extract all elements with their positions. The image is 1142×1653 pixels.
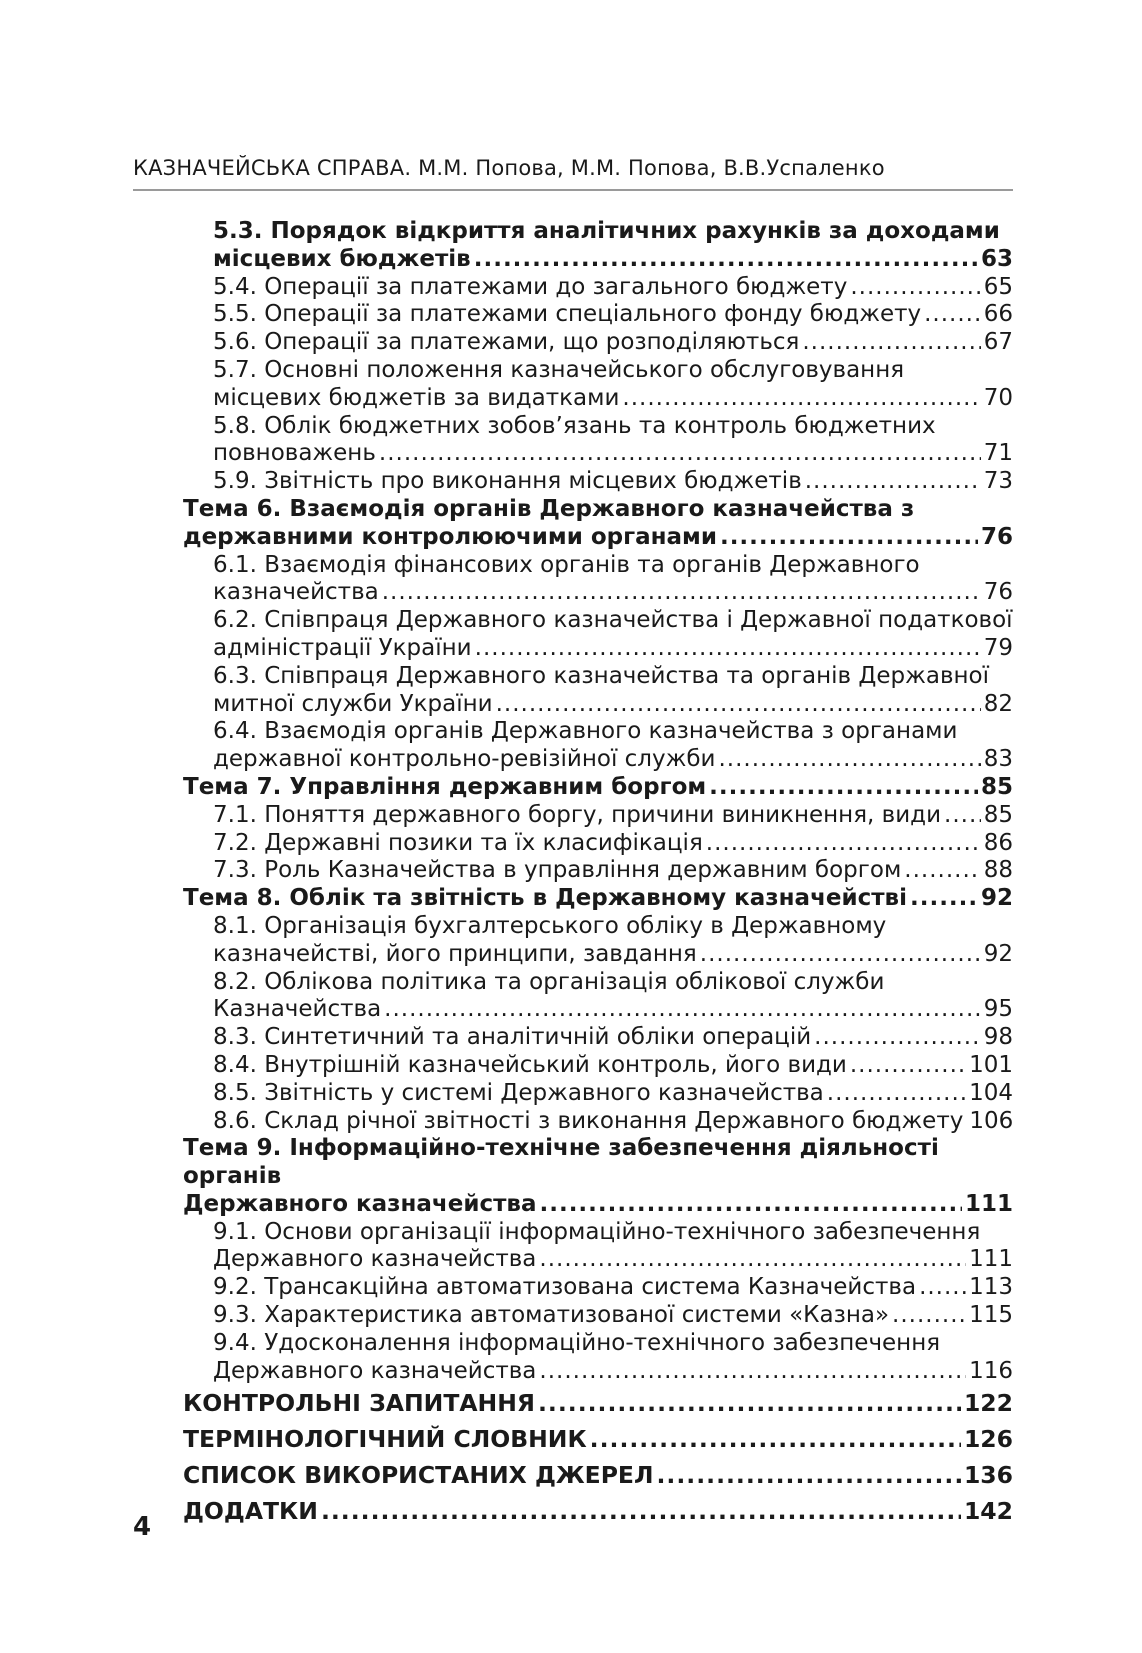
dot-leader (904, 857, 980, 885)
toc-entry (133, 301, 1013, 329)
toc-entry-title: ДОДАТКИ (183, 1497, 318, 1526)
toc-entry-title: Державного казначейства (183, 1190, 537, 1217)
toc-entry (133, 1135, 1013, 1218)
toc-entry (133, 663, 1013, 719)
dot-leader (892, 1302, 966, 1330)
dot-leader (539, 1246, 966, 1274)
toc-entry-title-line: 6.1. Взаємодія фінансових органів та органів Державного (213, 551, 920, 578)
toc-entry-title: 7.3. Роль Казначейства в управління державним боргом (213, 857, 902, 884)
toc-entry (133, 1421, 1013, 1457)
running-header: КАЗНАЧЕЙСЬКА СПРАВА. М.М. Попова, М.М. Попова, В.В.Успаленко (133, 156, 885, 180)
toc-entry-page: 71 (983, 440, 1013, 467)
toc-entry (133, 468, 1013, 496)
toc-entry (133, 1385, 1013, 1421)
toc-entry-title-line: 5.7. Основні положення казначейського обслуговування (213, 356, 905, 383)
dot-leader (657, 1457, 961, 1493)
toc-entry-title: 9.3. Характеристика автоматизованої системи «Казна» (213, 1302, 890, 1329)
toc-entry-page: 115 (969, 1302, 1013, 1329)
toc-entry-page: 82 (983, 690, 1013, 717)
toc-entry-title: Казначейства (213, 996, 382, 1023)
toc-entry-page: 142 (963, 1497, 1013, 1526)
toc-entry (133, 1302, 1013, 1330)
toc-entry-title: 8.6. Склад річної звітності з виконання Державного бюджету (213, 1107, 964, 1134)
toc-entry-page: 98 (983, 1024, 1013, 1051)
toc-entry-page: 86 (983, 829, 1013, 856)
dot-leader (590, 1421, 961, 1457)
toc-entry-page: 136 (963, 1461, 1013, 1490)
toc-entry-title: Державного казначейства (213, 1246, 537, 1273)
toc-entry-title: державними контролюючими органами (183, 523, 717, 550)
toc-entry-title-line: 5.3. Порядок відкриття аналітичних рахунків за доходами (213, 218, 1000, 244)
toc-entry-page: 85 (980, 773, 1013, 800)
toc-entry (133, 913, 1013, 969)
dot-leader (384, 996, 981, 1024)
dot-leader (805, 468, 981, 496)
toc-entry-title-line: Тема 6. Взаємодія органів Державного казначейства з (183, 495, 915, 522)
page-number: 4 (133, 1512, 152, 1542)
dot-leader (720, 524, 978, 552)
toc-entry-title: казначейства (213, 579, 379, 606)
dot-leader (814, 1024, 981, 1052)
toc-entry-title: 5.4. Операції за платежами до загального бюджету (213, 273, 848, 300)
toc-entry-page: 85 (983, 801, 1013, 828)
toc-entry (133, 802, 1013, 830)
toc-entry-page: 101 (969, 1051, 1013, 1078)
toc-entry (133, 607, 1013, 663)
dot-leader (919, 1274, 966, 1302)
toc-entry-title-line: 9.4. Удосконалення інформаційно-технічного забезпечення (213, 1329, 941, 1356)
toc-entry-page: 76 (980, 523, 1013, 550)
toc-entry-title: місцевих бюджетів (213, 245, 471, 272)
toc-entry-page: 111 (969, 1246, 1013, 1273)
toc-entry-page: 92 (983, 940, 1013, 967)
toc-entry-title-line: 6.3. Співпраця Державного казначейства та органів Державної (213, 662, 990, 689)
dot-leader (538, 1385, 961, 1421)
toc-entry-page: 65 (983, 273, 1013, 300)
toc-entry (133, 329, 1013, 357)
toc-entry-page: 106 (969, 1107, 1014, 1134)
toc-entry (133, 1108, 1013, 1136)
table-of-contents (133, 218, 1013, 1529)
toc-entry (133, 1330, 1013, 1386)
toc-entry-page: 79 (983, 634, 1013, 661)
toc-entry-title: Тема 7. Управління державним боргом (183, 773, 707, 800)
toc-entry-title: адміністрації України (213, 634, 472, 661)
dot-leader (910, 885, 978, 913)
toc-entry-title-line: 6.2. Співпраця Державного казначейства і Державної податкової (213, 607, 1013, 634)
toc-entry-title: 8.3. Синтетичний та аналітичній обліки операцій (213, 1024, 812, 1051)
toc-entry-page: 66 (983, 301, 1013, 328)
toc-entry (133, 885, 1013, 913)
dot-leader (850, 1052, 966, 1080)
toc-entry-page: 73 (983, 468, 1013, 495)
toc-entry-title-line: 6.4. Взаємодія органів Державного казначейства з органами (213, 718, 958, 745)
toc-entry-page: 67 (983, 329, 1013, 356)
toc-entry (133, 718, 1013, 774)
toc-entry-title: 5.6. Операції за платежами, що розподіляються (213, 329, 800, 356)
toc-entry-title: Державного казначейства (213, 1357, 537, 1384)
toc-entry-page: 122 (963, 1389, 1013, 1418)
toc-entry-title: 5.9. Звітність про виконання місцевих бюджетів (213, 468, 802, 495)
toc-entry-page: 83 (983, 746, 1013, 773)
toc-entry-title: 8.5. Звітність у системі Державного казначейства (213, 1079, 824, 1106)
toc-entry-title-line: 9.1. Основи організації інформаційно-технічного забезпечення (213, 1218, 981, 1245)
toc-entry (133, 1219, 1013, 1275)
toc-entry (133, 274, 1013, 302)
toc-entry-page: 113 (969, 1274, 1013, 1301)
toc-entry-title: 7.1. Поняття державного боргу, причини виникнення, види (213, 801, 942, 828)
dot-leader (944, 802, 981, 830)
toc-entry-title-line: 8.1. Організація бухгалтерського обліку в Державному (213, 912, 887, 939)
toc-entry-title: 7.2. Державні позики та їх класифікація (213, 829, 703, 856)
dot-leader (321, 1493, 961, 1529)
toc-entry-title: державної контрольно-ревізійної служби (213, 746, 716, 773)
dot-leader (379, 440, 981, 468)
toc-entry-title-line: 5.8. Облік бюджетних зобов’язань та контроль бюджетних (213, 412, 936, 439)
dot-leader (718, 746, 980, 774)
toc-entry (133, 357, 1013, 413)
toc-entry-title: 5.5. Операції за платежами спеціального фонду бюджету (213, 301, 922, 328)
dot-leader (706, 830, 981, 858)
toc-entry (133, 496, 1013, 552)
toc-entry (133, 1493, 1013, 1529)
toc-entry-title-line: Тема 9. Інформаційно-технічне забезпечення діяльності органів (183, 1135, 939, 1190)
toc-entry (133, 774, 1013, 802)
toc-entry-page: 104 (969, 1079, 1013, 1106)
toc-entry-page: 116 (969, 1357, 1013, 1384)
dot-leader (474, 246, 978, 274)
header-rule (133, 189, 1013, 191)
dot-leader (539, 1191, 962, 1219)
toc-entry-title: ТЕРМІНОЛОГІЧНИЙ СЛОВНИК (183, 1425, 587, 1454)
toc-entry-title: 9.2. Трансакційна автоматизована система Казначейства (213, 1274, 917, 1301)
toc-entry (133, 1080, 1013, 1108)
toc-entry (133, 413, 1013, 469)
dot-leader (850, 274, 980, 302)
dot-leader (539, 1358, 966, 1386)
toc-entry (133, 1274, 1013, 1302)
dot-leader (802, 329, 980, 357)
toc-entry-title: КОНТРОЛЬНІ ЗАПИТАННЯ (183, 1389, 535, 1418)
toc-entry (133, 1052, 1013, 1080)
toc-entry-title: казначействі, його принципи, завдання (213, 940, 697, 967)
toc-entry-page: 63 (980, 245, 1013, 272)
toc-entry (133, 857, 1013, 885)
toc-entry-title: Тема 8. Облік та звітність в Державному казначействі (183, 885, 907, 912)
toc-entry-page: 111 (964, 1190, 1013, 1217)
toc-entry-title: митної служби України (213, 690, 493, 717)
toc-entry-title: СПИСОК ВИКОРИСТАНИХ ДЖЕРЕЛ (183, 1461, 654, 1490)
toc-entry-title: повноважень (213, 440, 376, 467)
dot-leader (827, 1080, 966, 1108)
toc-entry-page: 126 (963, 1425, 1013, 1454)
toc-entry-title: 8.4. Внутрішній казначейський контроль, його види (213, 1051, 847, 1078)
dot-leader (622, 385, 980, 413)
toc-entry-page: 70 (983, 384, 1013, 411)
dot-leader (924, 301, 981, 329)
toc-entry-page: 88 (983, 857, 1013, 884)
toc-entry-page: 92 (980, 885, 1013, 912)
dot-leader (382, 579, 981, 607)
toc-entry-title: місцевих бюджетів за видатками (213, 384, 620, 411)
toc-entry (133, 1024, 1013, 1052)
toc-entry-page: 95 (983, 996, 1013, 1023)
toc-entry (133, 830, 1013, 858)
dot-leader (496, 691, 981, 719)
toc-entry (133, 1457, 1013, 1493)
dot-leader (475, 635, 981, 663)
toc-entry (133, 969, 1013, 1025)
toc-entry (133, 218, 1013, 274)
dot-leader (700, 941, 981, 969)
toc-entry-page: 76 (983, 579, 1013, 606)
toc-entry (133, 552, 1013, 608)
dot-leader (709, 774, 978, 802)
toc-entry-title-line: 8.2. Облікова політика та організація облікової служби (213, 968, 885, 995)
